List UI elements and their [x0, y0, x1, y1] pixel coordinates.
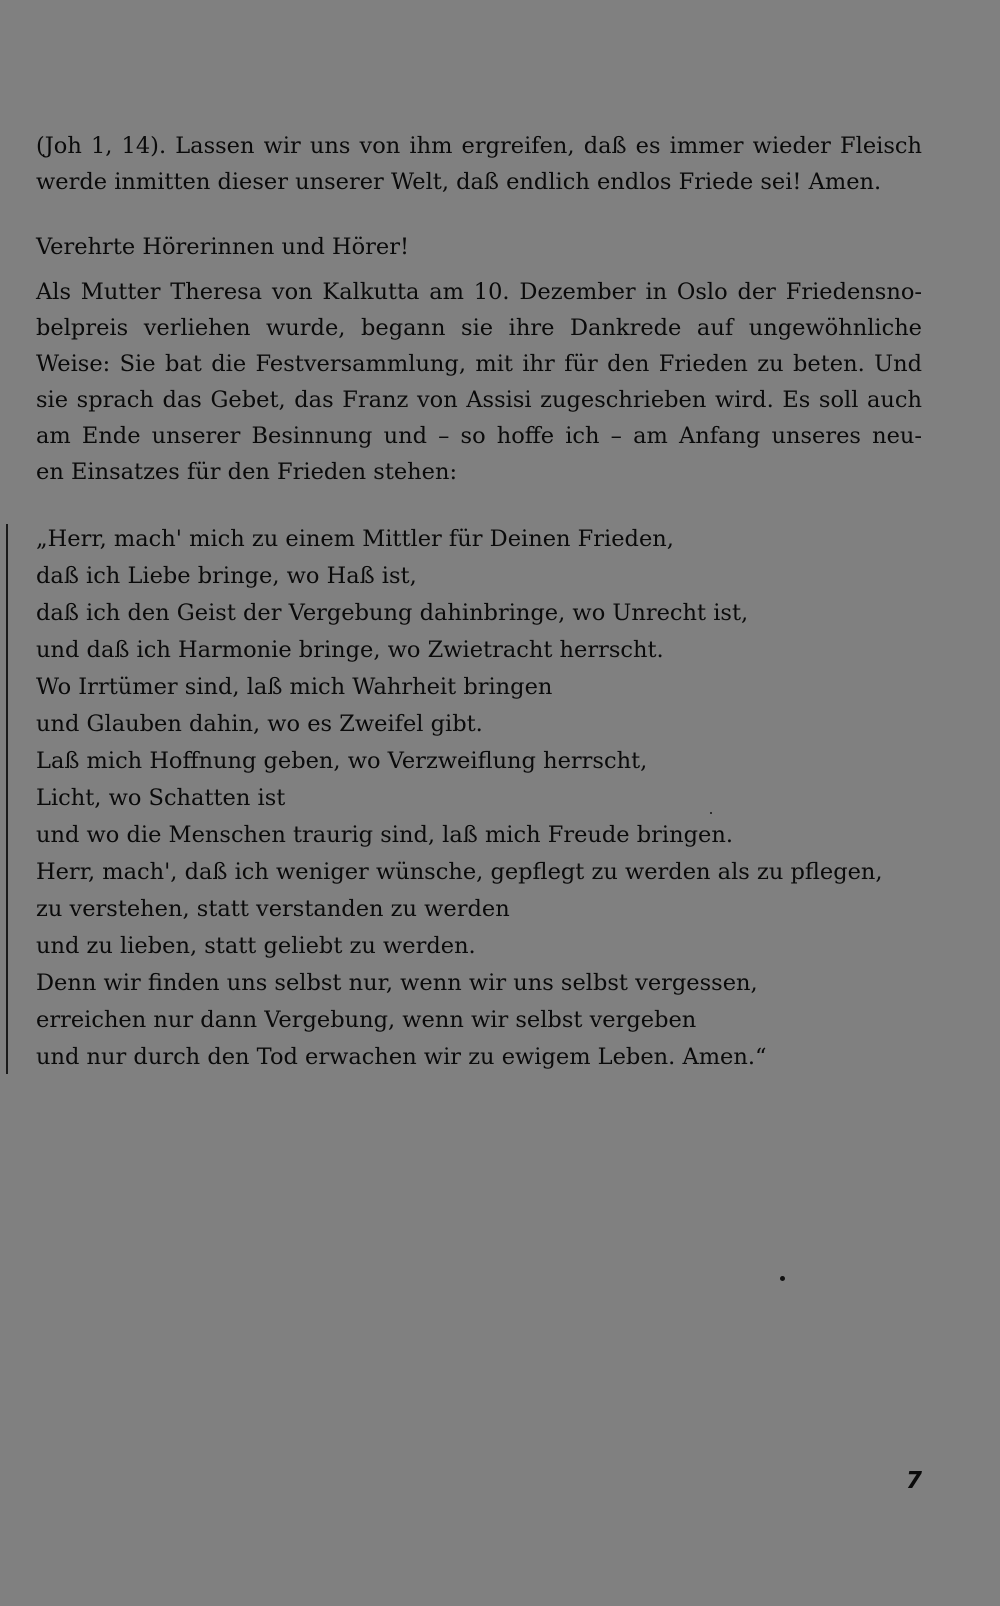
prayer-line: daß ich Liebe bringe, wo Haß ist, — [36, 563, 417, 589]
prayer-line: Wo Irrtümer sind, laß mich Wahrheit bringen — [36, 674, 553, 700]
prayer-line: und nur durch den Tod erwachen wir zu ewigem Leben. Amen.“ — [36, 1044, 767, 1070]
prayer-line: daß ich den Geist der Vergebung dahinbringe, wo Unrecht ist, — [36, 600, 749, 626]
prayer-line: zu verstehen, statt verstanden zu werden — [36, 896, 510, 922]
prayer-line: und zu lieben, statt geliebt zu werden. — [36, 933, 476, 959]
salutation: Verehrte Hörerinnen und Hörer! — [36, 234, 410, 260]
prayer-line: erreichen nur dann Vergebung, wenn wir selbst vergeben — [36, 1007, 697, 1033]
prayer-line: Licht, wo Schatten ist — [36, 785, 286, 811]
prayer-line: und Glauben dahin, wo es Zweifel gibt. — [36, 711, 483, 737]
paragraph-line: am Ende unserer Besinnung und – so hoffe ich – am Anfang unseres neu- — [36, 423, 922, 449]
prayer-line: und daß ich Harmonie bringe, wo Zwietracht herrscht. — [36, 637, 664, 663]
scan-speck — [780, 1276, 785, 1281]
prayer-line: Herr, mach', daß ich weniger wünsche, gepflegt zu werden als zu pflegen, — [36, 859, 883, 885]
paragraph-line: Weise: Sie bat die Festversammlung, mit ihr für den Frieden zu beten. Und — [36, 351, 922, 377]
prayer-line: „Herr, mach' mich zu einem Mittler für Deinen Frieden, — [36, 526, 674, 552]
prayer-line: Denn wir finden uns selbst nur, wenn wir uns selbst vergessen, — [36, 970, 758, 996]
margin-rule — [6, 524, 8, 1074]
paragraph-line: sie sprach das Gebet, das Franz von Assisi zugeschrieben wird. Es soll auch — [36, 387, 922, 413]
prayer-line: und wo die Menschen traurig sind, laß mich Freude bringen. — [36, 822, 733, 848]
scan-speck — [710, 812, 712, 814]
intro-line: werde inmitten dieser unserer Welt, daß endlich endlos Friede sei! Amen. — [36, 169, 882, 195]
paragraph-line: Als Mutter Theresa von Kalkutta am 10. Dezember in Oslo der Friedensno- — [36, 279, 922, 305]
prayer-line: Laß mich Hoffnung geben, wo Verzweiflung herrscht, — [36, 748, 648, 774]
paragraph-line: belpreis verliehen wurde, begann sie ihre Dankrede auf ungewöhnliche — [36, 315, 922, 341]
page-number: 7 — [906, 1468, 923, 1494]
paragraph-line: en Einsatzes für den Frieden stehen: — [36, 459, 458, 485]
intro-line: (Joh 1, 14). Lassen wir uns von ihm ergreifen, daß es immer wieder Fleisch — [36, 133, 922, 159]
